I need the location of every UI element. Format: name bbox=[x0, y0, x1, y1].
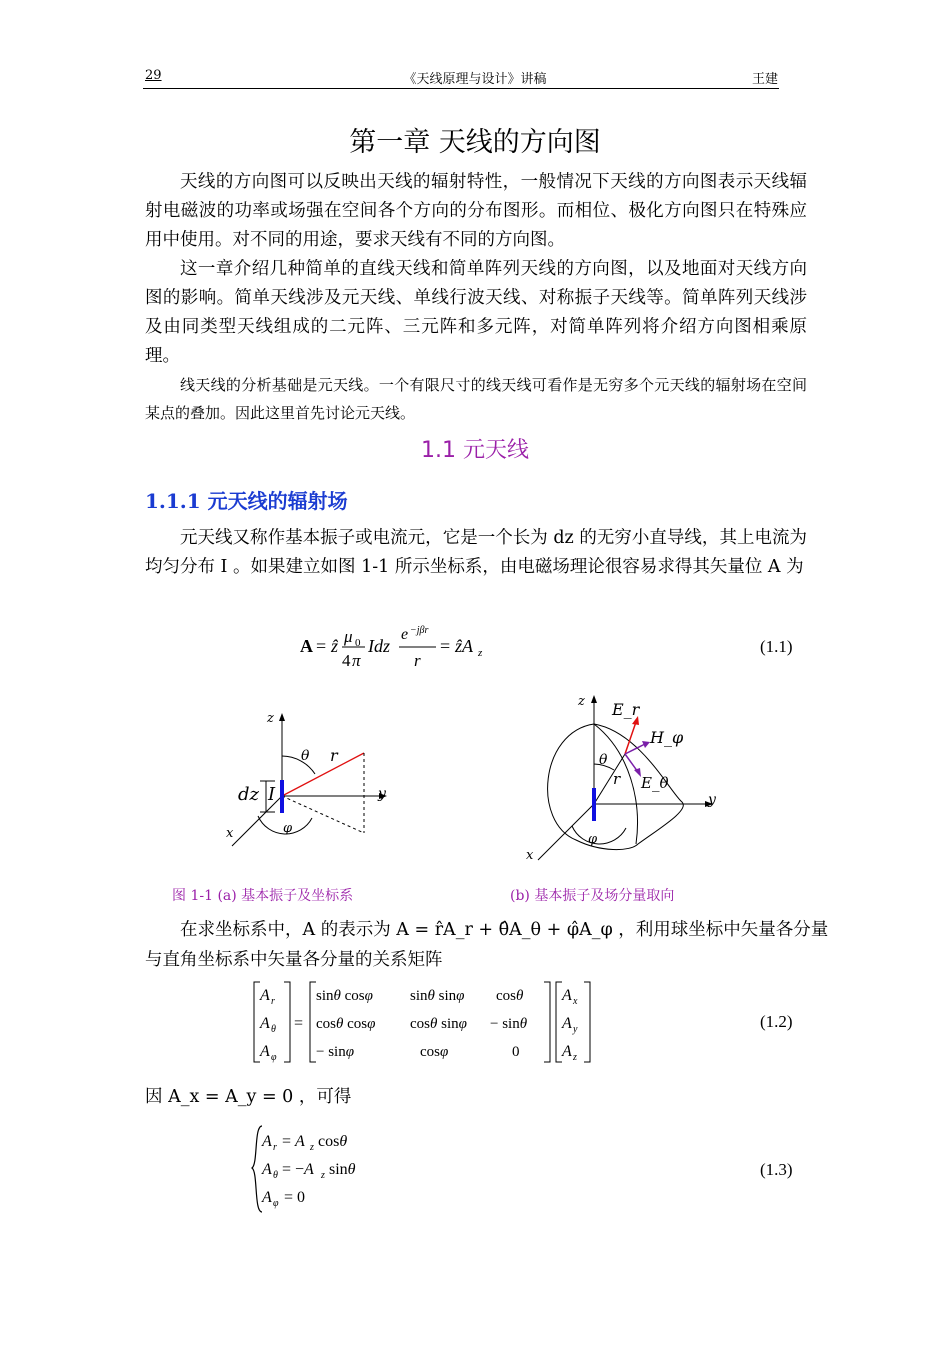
svg-text:z: z bbox=[310, 1142, 314, 1153]
svg-text:sinθ sinφ: sinθ sinφ bbox=[410, 988, 465, 1004]
intro-paragraph-1: 天线的方向图可以反映出天线的辐射特性，一般情况下天线的方向图表示天线辐射电磁波的功率或场强在空间各个方向的分布图形。而相位、极化方向图只在特殊应用中使用。对不同的用途，要求天线有不同的方向图。 bbox=[145, 172, 807, 250]
svg-text:π: π bbox=[352, 651, 361, 670]
svg-text:φ: φ bbox=[271, 1052, 277, 1063]
svg-text:θ: θ bbox=[273, 1170, 278, 1181]
header-rule bbox=[143, 88, 779, 89]
svg-text:A: A bbox=[262, 1189, 272, 1206]
page-number: 29 bbox=[145, 68, 162, 83]
running-title: 《天线原理与设计》讲稿 bbox=[403, 72, 547, 87]
intro-paragraph-2: 这一章介绍几种简单的直线天线和简单阵列天线的方向图，以及地面对天线方向图的影响。简单天线涉及元天线、单线行波天线、对称振子天线等。简单阵列天线涉及由同类型天线组成的二元阵、三元阵和多元阵，对简单阵列将介绍方向图相乘原理。 bbox=[145, 259, 807, 366]
svg-text:φ: φ bbox=[273, 1198, 279, 1209]
fig-a-label-I: I bbox=[268, 784, 276, 805]
svg-text:r: r bbox=[414, 651, 421, 670]
fig-b-label-y: y bbox=[708, 792, 716, 808]
fig-a-label-theta: θ bbox=[301, 748, 310, 764]
svg-text:A: A bbox=[562, 1043, 572, 1060]
fig-b-label-hphi: H_φ bbox=[650, 728, 684, 747]
svg-text:A: A bbox=[262, 1161, 272, 1178]
svg-text:= 0: = 0 bbox=[284, 1189, 306, 1206]
svg-text:A: A bbox=[262, 1133, 272, 1150]
svg-text:A: A bbox=[260, 987, 270, 1004]
svg-text:A: A bbox=[562, 987, 572, 1004]
svg-text:θ: θ bbox=[271, 1024, 276, 1035]
svg-text:A: A bbox=[260, 1015, 270, 1032]
svg-text:e: e bbox=[401, 626, 409, 643]
svg-text:A: A bbox=[300, 636, 313, 656]
fig-a-label-x: x bbox=[226, 826, 234, 841]
fig-b-label-z: z bbox=[578, 694, 585, 709]
svg-text:cosθ: cosθ bbox=[496, 988, 524, 1004]
svg-text:A: A bbox=[260, 1043, 270, 1060]
chapter-title: 第一章 天线的方向图 bbox=[349, 127, 601, 158]
equation-number-1-1: (1.1) bbox=[760, 637, 793, 656]
svg-text:r: r bbox=[273, 1142, 277, 1153]
svg-text:cosθ sinφ: cosθ sinφ bbox=[410, 1016, 467, 1032]
figure-1-1b bbox=[520, 692, 720, 872]
intro-paragraph-3: 线天线的分析基础是元天线。一个有限尺寸的线天线可看作是无穷多个元天线的辐射场在空间某点的叠加。因此这里首先讨论元天线。 bbox=[145, 376, 807, 422]
fig-a-label-y: y bbox=[378, 786, 386, 802]
fig-a-label-dz: dz bbox=[238, 784, 260, 805]
author-name: 王建 bbox=[752, 72, 779, 87]
svg-text:= A: = A bbox=[282, 1133, 305, 1150]
equation-1-2 bbox=[252, 978, 602, 1066]
svg-text:ẑ: ẑ bbox=[331, 636, 339, 656]
because-line: 因 A_x = A_y = 0 ，可得 bbox=[145, 1087, 352, 1107]
fig-b-label-r: r bbox=[613, 770, 621, 788]
subsection-title: 1.1.1 元天线的辐射场 bbox=[145, 489, 348, 513]
svg-text:cosθ: cosθ bbox=[318, 1133, 348, 1150]
svg-text:x: x bbox=[573, 996, 578, 1007]
svg-text:0: 0 bbox=[512, 1044, 520, 1060]
svg-text:=: = bbox=[440, 636, 451, 656]
fig-b-label-er: E_r bbox=[612, 700, 640, 719]
svg-text:cosφ: cosφ bbox=[420, 1044, 449, 1060]
svg-text:Idz: Idz bbox=[368, 636, 390, 656]
svg-text:y: y bbox=[573, 1024, 578, 1035]
figure-caption-b: (b) 基本振子及场分量取向 bbox=[510, 888, 675, 904]
fig-b-label-theta: θ bbox=[599, 752, 608, 768]
fig-b-label-phi: φ bbox=[588, 832, 598, 847]
svg-text:0: 0 bbox=[355, 637, 361, 649]
subsection-paragraph: 元天线又称作基本振子或电流元，它是一个长为 dz 的无穷小直导线，其上电流为均匀分布 I 。如果建立如图 1-1 所示坐标系，由电磁场理论很容易求得其矢量位 A 为 bbox=[145, 528, 807, 577]
section-title: 1.1 元天线 bbox=[421, 438, 529, 463]
after-figure-line-1: 在求坐标系中，A 的表示为 A = r̂A_r + θ̂A_θ + φ̂A_φ ，利用球坐标中矢量各分量 bbox=[180, 920, 829, 940]
svg-text:cosθ cosφ: cosθ cosφ bbox=[316, 1016, 376, 1032]
svg-text:4: 4 bbox=[342, 651, 351, 670]
svg-text:z: z bbox=[478, 647, 483, 659]
svg-text:z: z bbox=[573, 1052, 577, 1063]
svg-text:r: r bbox=[271, 996, 275, 1007]
figure-1-1a bbox=[222, 708, 402, 858]
fig-a-label-z: z bbox=[267, 711, 274, 726]
svg-text:A: A bbox=[562, 1015, 572, 1032]
svg-text:z: z bbox=[321, 1170, 325, 1181]
fig-b-label-x: x bbox=[526, 848, 534, 863]
equation-1-1 bbox=[300, 624, 520, 674]
svg-text:−jβr: −jβr bbox=[410, 625, 429, 636]
equation-1-3 bbox=[250, 1124, 410, 1214]
svg-text:μ: μ bbox=[344, 627, 353, 646]
fig-a-label-phi: φ bbox=[283, 821, 293, 836]
figure-caption-a: 图 1-1 (a) 基本振子及坐标系 bbox=[172, 888, 354, 904]
equation-number-1-3: (1.3) bbox=[760, 1160, 793, 1179]
fig-b-label-etheta: E_θ bbox=[641, 774, 669, 792]
svg-text:− sinθ: − sinθ bbox=[490, 1016, 528, 1032]
svg-text:= −A: = −A bbox=[282, 1161, 314, 1178]
equation-number-1-2: (1.2) bbox=[760, 1012, 793, 1031]
svg-text:− sinφ: − sinφ bbox=[316, 1044, 355, 1060]
svg-text:sinθ cosφ: sinθ cosφ bbox=[316, 988, 373, 1004]
svg-text:=: = bbox=[294, 1015, 304, 1032]
svg-text:=: = bbox=[316, 636, 327, 656]
svg-text:ẑA: ẑA bbox=[455, 636, 473, 656]
fig-a-label-r: r bbox=[330, 746, 338, 765]
after-figure-line-2: 与直角坐标系中矢量各分量的关系矩阵 bbox=[145, 950, 443, 970]
svg-text:sinθ: sinθ bbox=[329, 1161, 356, 1178]
